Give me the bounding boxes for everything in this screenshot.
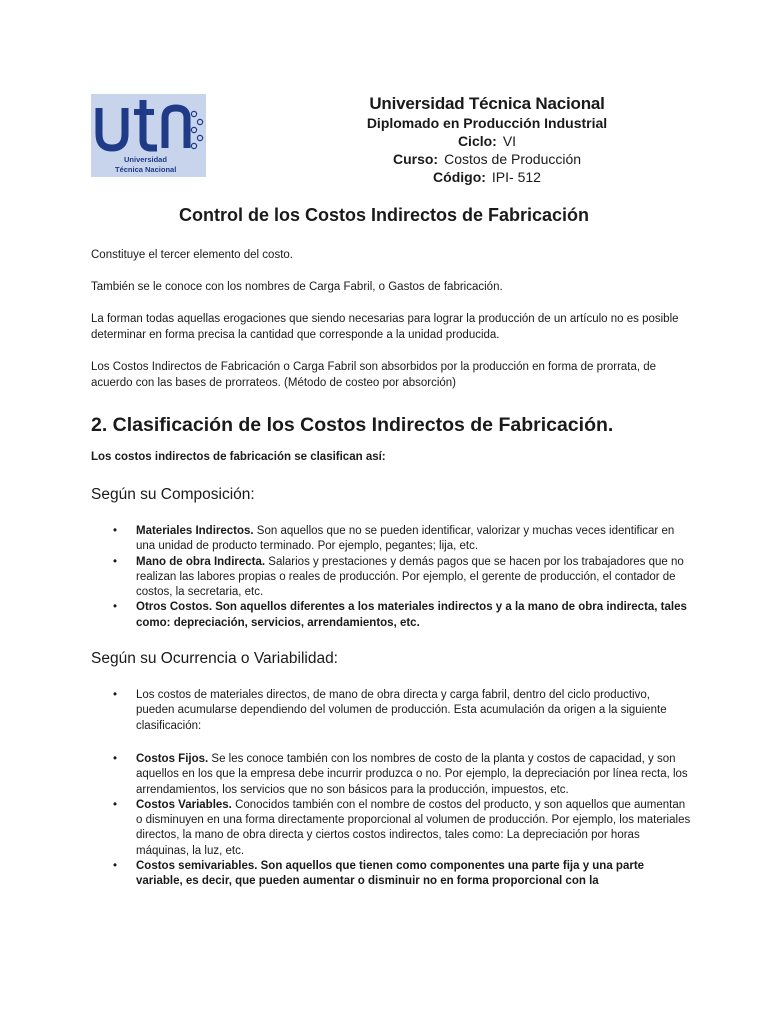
curso-row bbox=[240, 150, 734, 168]
list-item-text: Los costos de materiales directos, de mano de obra directa y carga fabril, dentro del ciclo productivo, pueden acumularse dependiendo del volumen de producción. Esta acumulación da origen a la siguiente clasificación: bbox=[136, 689, 667, 732]
list-item bbox=[91, 555, 691, 601]
list-item-term: Materiales Indirectos. bbox=[136, 525, 254, 537]
list-item bbox=[91, 859, 691, 890]
utn-logo-mark bbox=[91, 94, 206, 177]
list-item bbox=[91, 688, 691, 734]
list-item bbox=[91, 798, 691, 859]
paragraph: La forman todas aquellas erogaciones que siendo necesarias para lograr la producción de un artículo no es posible determinar en forma precisa la cantidad que corresponde a la unidad producida. bbox=[91, 313, 679, 341]
ocurrencia-list bbox=[91, 752, 691, 890]
university-name: Universidad Técnica Nacional bbox=[369, 94, 605, 113]
codigo-label: Código: bbox=[433, 169, 486, 185]
list-item bbox=[91, 752, 691, 798]
bullet: • bbox=[113, 689, 118, 701]
list-item-term: Otros Costos. Son aquellos diferentes a los materiales indirectos y a la mano de obra indirecta, tales como: depreciación, servicios, arrendamientos, etc. bbox=[136, 601, 687, 629]
paragraph: Los Costos Indirectos de Fabricación o Carga Fabril son absorbidos por la producción en forma de prorrata, de acuerdo con las bases de prorrateos. (Método de costeo por absorción) bbox=[91, 361, 657, 389]
list-item bbox=[91, 600, 691, 631]
list-item-text: Conocidos también con el nombre de costos del producto, y son aquellos que aumentan o disminuyen en una forma directamente proporcional al volumen de producción. Por ejemplo, los materiales directos, la mano de obra directa y ciertos costos indirectos, tales como: La depreciación por horas máquinas, la luz, etc. bbox=[136, 798, 691, 857]
ocurrencia-intro-list bbox=[91, 688, 691, 734]
document-title: Control de los Costos Indirectos de Fabricación bbox=[178, 205, 590, 225]
logo-text-2: Técnica Nacional bbox=[115, 165, 177, 174]
list-item-term: Costos Fijos. bbox=[136, 753, 209, 765]
bullet: • bbox=[113, 555, 118, 568]
utn-logo bbox=[91, 94, 206, 177]
bullet: • bbox=[113, 860, 118, 873]
paragraph: También se le conoce con los nombres de Carga Fabril, o Gastos de fabricación. bbox=[91, 281, 503, 293]
bullet: • bbox=[113, 525, 118, 537]
section-lead: Los costos indirectos de fabricación se clasifican así: bbox=[91, 451, 386, 463]
codigo-value: IPI- 512 bbox=[491, 169, 541, 185]
subheading-ocurrencia: Según su Ocurrencia o Variabilidad: bbox=[91, 650, 338, 667]
bullet: • bbox=[113, 798, 118, 811]
diploma-name: Diplomado en Producción Industrial bbox=[366, 115, 608, 131]
bullet: • bbox=[113, 753, 118, 765]
ciclo-row bbox=[240, 132, 734, 150]
paragraph: Constituye el tercer elemento del costo. bbox=[91, 249, 293, 261]
list-item-term: Mano de obra Indirecta. bbox=[136, 555, 266, 568]
list-item-term: Costos semivariables. Son aquellos que tienen como componentes una parte fija y una parte variable, es decir, que pueden aumentar o disminuir no en forma proporcional con la bbox=[136, 860, 645, 888]
logo-text-1: Universidad bbox=[124, 155, 167, 164]
list-item-text: Se les conoce también con los nombres de costo de la planta y costos de capacidad, y son aquellos en los que la empresa debe incurrir produzca o no. Por ejemplo, la depreciación por línea recta, los arrendamientos, los servicios que no son básicos para la producción, impuestos, etc. bbox=[136, 753, 688, 796]
bullet: • bbox=[113, 601, 118, 614]
list-item-text: Salarios y prestaciones y demás pagos que se hacen por los trabajadores que no realizan las labores propias o reales de producción. Por ejemplo, el gerente de producción, el contador de costos, la secretaria, etc. bbox=[136, 555, 684, 599]
composicion-list bbox=[91, 524, 691, 631]
document-header bbox=[240, 94, 734, 186]
subheading-composicion: Según su Composición: bbox=[91, 486, 255, 503]
codigo-row bbox=[240, 168, 734, 186]
ciclo-value: VI bbox=[502, 133, 517, 149]
list-item bbox=[91, 524, 691, 555]
ciclo-label: Ciclo: bbox=[457, 133, 497, 149]
list-item-term: Costos Variables. bbox=[136, 798, 232, 811]
section-heading: 2. Clasificación de los Costos Indirectos de Fabricación. bbox=[91, 414, 614, 436]
list-item-text: Son aquellos que no se pueden identificar, valorizar y muchas veces identificar en una unidad de producto terminado. Por ejemplo, pegantes; lija, etc. bbox=[136, 525, 675, 553]
curso-value: Costos de Producción bbox=[444, 151, 582, 167]
curso-label: Curso: bbox=[392, 151, 439, 167]
